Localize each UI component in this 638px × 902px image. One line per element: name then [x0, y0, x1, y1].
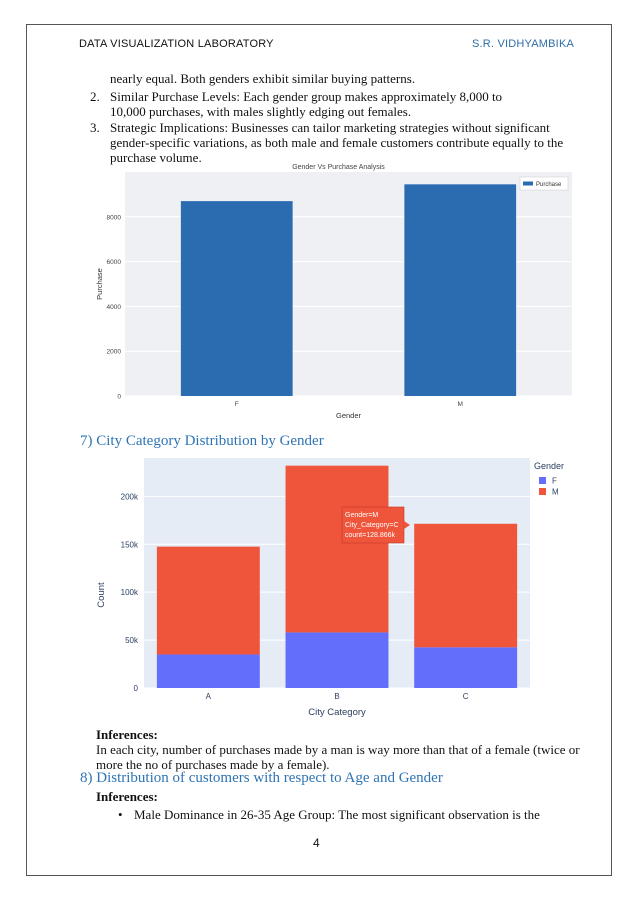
y-tick-label: 8000 — [106, 214, 121, 222]
list-item-line: 10,000 purchases, with males slightly edging out females. — [110, 104, 412, 119]
bullet-text: Male Dominance in 26-35 Age Group: The most significant observation is the — [134, 807, 540, 822]
bar-c-f — [414, 647, 517, 688]
y-tick-label: 6000 — [106, 259, 121, 267]
tooltip-line: Gender=M — [345, 512, 379, 519]
list-number: 2. — [90, 89, 100, 104]
legend-swatch — [539, 477, 546, 484]
list-item-line: Strategic Implications: Businesses can tailor marketing strategies without significant — [110, 120, 550, 135]
legend-swatch — [523, 182, 533, 186]
bullet-dot: • — [118, 807, 123, 822]
y-tick-label: 100k — [120, 588, 138, 598]
page-number: 4 — [313, 836, 320, 850]
list-item-line: purchase volume. — [110, 150, 202, 165]
section-heading-7: 7) City Category Distribution by Gender — [80, 433, 324, 449]
inferences-heading: Inferences: — [96, 727, 158, 742]
header-author: S.R. VIDHYAMBIKA — [472, 38, 575, 50]
inference-line: more the no of purchases made by a female). — [96, 757, 330, 772]
x-axis-label: City Category — [308, 707, 366, 718]
list-item-line: gender-specific variations, as both male and female customers contribute equally to the — [110, 135, 564, 150]
y-tick-label: 150k — [120, 540, 138, 550]
list-number: 3. — [90, 120, 100, 135]
inference-line: In each city, number of purchases made by a man is way more than that of a female (twice or — [96, 742, 580, 757]
chart-title: Gender Vs Purchase Analysis — [292, 164, 385, 171]
bar-c-m — [414, 524, 517, 647]
list-item-line: Similar Purchase Levels: Each gender group makes approximately 8,000 to — [110, 89, 503, 104]
x-tick-label: C — [462, 692, 469, 701]
x-tick-label: A — [205, 692, 212, 701]
x-tick-label: B — [334, 692, 340, 701]
bar-m — [404, 184, 516, 396]
legend-label: F — [552, 476, 557, 486]
legend-title: Gender — [534, 461, 565, 471]
legend-label: Purchase — [536, 182, 562, 188]
legend-label: M — [552, 487, 559, 497]
header-title: DATA VISUALIZATION LABORATORY — [79, 38, 274, 50]
y-tick-label: 200k — [120, 492, 138, 502]
y-tick-label: 0 — [117, 393, 121, 401]
bar-f — [181, 201, 293, 396]
y-axis-label: Count — [96, 582, 107, 608]
bar-a-m — [157, 547, 260, 655]
tooltip-line: City_Category=C — [345, 522, 399, 529]
y-tick-label: 2000 — [106, 348, 121, 356]
section-heading-8: 8) Distribution of customers with respect to Age and Gender — [80, 770, 443, 786]
tooltip-line: count=128.866k — [345, 532, 396, 539]
intro-line: nearly equal. Both genders exhibit similar buying patterns. — [110, 71, 416, 86]
city-gender-chart — [80, 452, 582, 720]
y-tick-label: 4000 — [106, 303, 121, 311]
y-axis-label: Purchase — [95, 268, 104, 300]
x-axis-label: Gender — [335, 411, 362, 420]
legend-swatch — [539, 488, 546, 495]
y-tick-label: 0 — [133, 684, 138, 693]
inferences-heading: Inferences: — [96, 789, 158, 804]
bar-a-f — [157, 654, 260, 688]
bar-b-m — [286, 466, 389, 633]
bar-b-f — [286, 632, 389, 688]
gender-purchase-chart — [80, 160, 572, 422]
y-tick-label: 50k — [125, 636, 138, 646]
x-tick-label: M — [457, 401, 463, 408]
x-tick-label: F — [234, 401, 239, 408]
